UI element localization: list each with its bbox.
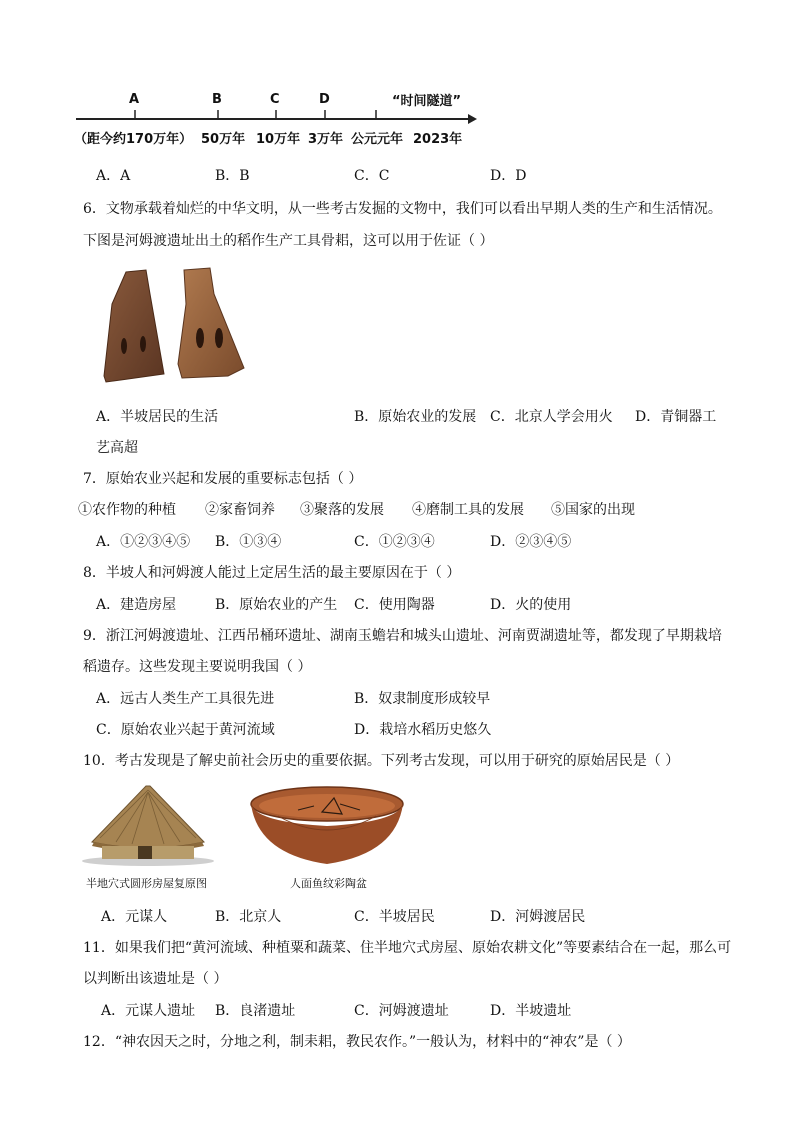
q10-option-c[interactable]: C．半坡居民 (354, 909, 435, 925)
q11-option-b[interactable]: B．良渚遗址 (215, 1003, 296, 1019)
hut-caption: 半地穴式圆形房屋复原图 (86, 877, 207, 890)
timeline-tick-label: 50万年 (201, 132, 246, 147)
q9-option-a[interactable]: A．远古人类生产工具很先进 (96, 691, 275, 707)
pottery-basin-image (248, 784, 406, 868)
round-hut-image (80, 782, 216, 866)
q7-item: ④磨制工具的发展 (412, 502, 524, 518)
q11-stem: 11．如果我们把“黄河流域、种植粟和蔬菜、住半地穴式房屋、原始农耕文化”等要素结合在一起，那么可 (83, 940, 732, 956)
timeline-tunnel-label: “时间隧道” (392, 94, 462, 109)
q9-stem-cont: 稻遗存。这些发现主要说明我国（ ） (83, 659, 312, 675)
q6-stem-cont: 下图是河姆渡遗址出土的稻作生产工具骨耜，这可以用于佐证（ ） (83, 233, 494, 249)
q7-option-c[interactable]: C．①②③④ (354, 534, 435, 550)
q7-option-b[interactable]: B．①③④ (215, 534, 282, 550)
timeline-marker-b: B (212, 92, 222, 107)
q8-option-d[interactable]: D．火的使用 (490, 597, 572, 613)
q5-option-a[interactable]: A．A (96, 168, 131, 184)
q11-option-a[interactable]: A．元谋人遗址 (101, 1003, 196, 1019)
timeline-tick-label: 10万年 (256, 132, 301, 147)
q9-stem: 9．浙江河姆渡遗址、江西吊桶环遗址、湖南玉蟾岩和城头山遗址、河南贾湖遗址等，都发现了早期栽培 (83, 628, 722, 644)
q6-option-b[interactable]: B．原始农业的发展 (354, 409, 477, 425)
q10-option-d[interactable]: D．河姆渡居民 (490, 909, 586, 925)
q5-option-c[interactable]: C．C (354, 168, 390, 184)
q7-option-a[interactable]: A．①②③④⑤ (96, 534, 191, 550)
q6-option-a[interactable]: A．半坡居民的生活 (96, 409, 219, 425)
timeline-tick-label: 2023年 (413, 132, 463, 147)
q9-option-d[interactable]: D．栽培水稻历史悠久 (354, 722, 492, 738)
timeline-marker-c: C (270, 92, 280, 107)
timeline-marker-d: D (319, 92, 330, 107)
q7-stem: 7．原始农业兴起和发展的重要标志包括（ ） (83, 471, 363, 487)
q10-stem: 10．考古发现是了解史前社会历史的重要依据。下列考古发现，可以用于研究的原始居民是（ ） (83, 753, 680, 769)
q7-item: ⑤国家的出现 (551, 502, 635, 518)
timeline-tick-label: 3万年 (308, 132, 344, 147)
timeline-tick-label: （距今约170万年） (74, 132, 193, 147)
timeline-marker-a: A (129, 92, 140, 107)
q6-option-c[interactable]: C．北京人学会用火 (490, 409, 613, 425)
q8-option-a[interactable]: A．建造房屋 (96, 597, 177, 613)
q6-stem: 6．文物承载着灿烂的中华文明，从一些考古发掘的文物中，我们可以看出早期人类的生产和生活情况。 (83, 201, 722, 217)
q8-option-c[interactable]: C．使用陶器 (354, 597, 435, 613)
basin-caption: 人面鱼纹彩陶盆 (290, 877, 367, 890)
timeline-figure (70, 88, 480, 158)
q5-option-b[interactable]: B．B (215, 168, 250, 184)
q11-option-c[interactable]: C．河姆渡遗址 (354, 1003, 449, 1019)
timeline-tick-label: 公元元年 (351, 132, 404, 147)
q12-stem: 12．“神农因天之时，分地之利，制耒耜，教民农作。”一般认为，材料中的“神农”是（ ） (83, 1034, 631, 1050)
q10-option-a[interactable]: A．元谋人 (101, 909, 168, 925)
q9-option-b[interactable]: B．奴隶制度形成较早 (354, 691, 491, 707)
q10-option-b[interactable]: B．北京人 (215, 909, 282, 925)
q6-option-d-cont: 艺高超 (96, 440, 138, 456)
q11-stem-cont: 以判断出该遗址是（ ） (83, 971, 228, 987)
q6-option-d[interactable]: D．青铜器工 (635, 409, 717, 425)
q8-option-b[interactable]: B．原始农业的产生 (215, 597, 338, 613)
q7-option-d[interactable]: D．②③④⑤ (490, 534, 572, 550)
q5-option-d[interactable]: D．D (490, 168, 527, 184)
q7-item: ③聚落的发展 (300, 502, 384, 518)
bone-spade-image (98, 264, 248, 386)
q7-item: ②家畜饲养 (205, 502, 275, 518)
q8-stem: 8．半坡人和河姆渡人能过上定居生活的最主要原因在于（ ） (83, 565, 461, 581)
q11-option-d[interactable]: D．半坡遗址 (490, 1003, 572, 1019)
q9-option-c[interactable]: C．原始农业兴起于黄河流域 (96, 722, 275, 738)
q7-item: ①农作物的种植 (78, 502, 176, 518)
